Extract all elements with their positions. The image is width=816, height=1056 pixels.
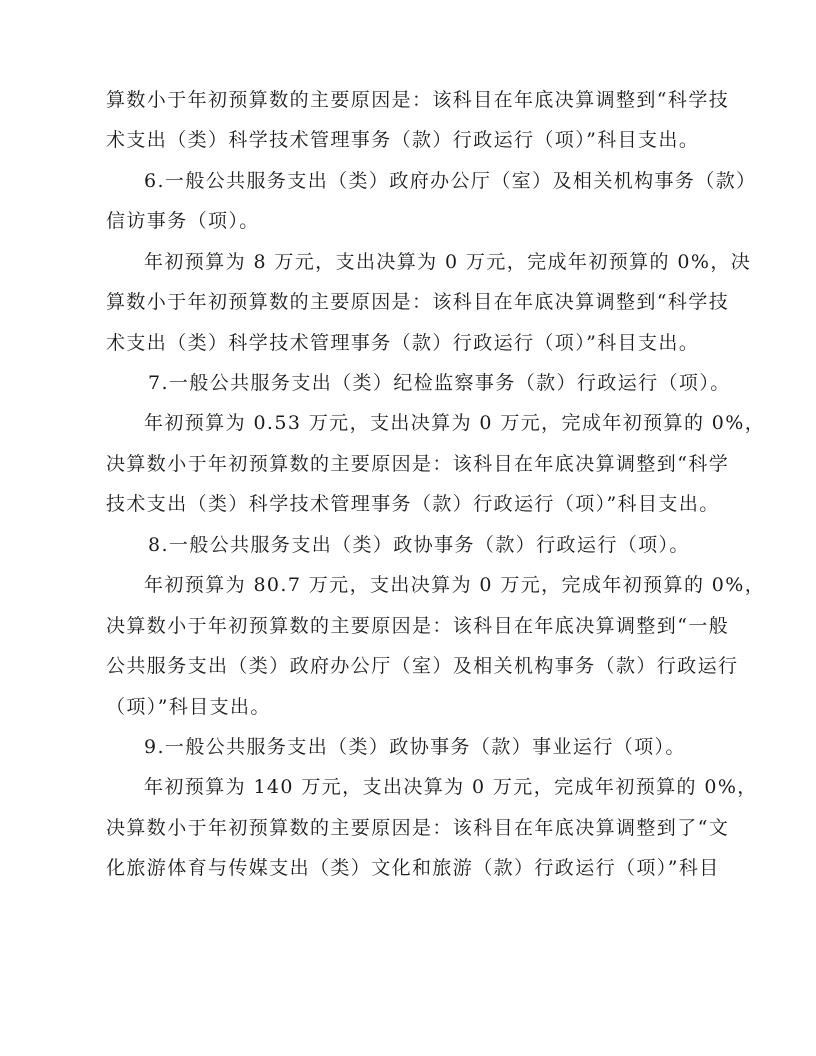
text-line: 算数小于年初预算数的主要原因是：该科目在年底决算调整到“科学技 <box>106 291 730 313</box>
text-line: 化旅游体育与传媒支出（类）文化和旅游（款）行政运行（项）”科目 <box>106 857 720 879</box>
text-line: 年初预算为 140 万元，支出决算为 0 万元，完成年初预算的 0%， <box>144 776 758 798</box>
text-line: 术支出（类）科学技术管理事务（款）行政运行（项）”科目支出。 <box>106 129 700 151</box>
text-line: 决算数小于年初预算数的主要原因是：该科目在年底决算调整到“一般 <box>106 615 730 637</box>
text-line: 决算数小于年初预算数的主要原因是：该科目在年底决算调整到“科学 <box>106 453 730 475</box>
text-line: 年初预算为 80.7 万元，支出决算为 0 万元，完成年初预算的 0%， <box>144 574 766 596</box>
text-line: 信访事务（项）。 <box>106 210 260 232</box>
text-line: 术支出（类）科学技术管理事务（款）行政运行（项）”科目支出。 <box>106 332 700 354</box>
section-heading-6: 6.一般公共服务支出（类）政府办公厅（室）及相关机构事务（款） <box>144 170 757 192</box>
text-line: 年初预算为 8 万元，支出决算为 0 万元，完成年初预算的 0%，决 <box>144 251 752 273</box>
text-line: （项）”科目支出。 <box>106 696 271 718</box>
text-line: 技术支出（类）科学技术管理事务（款）行政运行（项）”科目支出。 <box>106 493 720 515</box>
section-heading-9: 9.一般公共服务支出（类）政协事务（款）事业运行（项）。 <box>144 736 686 758</box>
text-line: 年初预算为 0.53 万元，支出决算为 0 万元，完成年初预算的 0%， <box>144 412 766 434</box>
text-line: 算数小于年初预算数的主要原因是：该科目在年底决算调整到“科学技 <box>106 89 730 111</box>
text-line: 决算数小于年初预算数的主要原因是：该科目在年底决算调整到了“文 <box>106 817 730 839</box>
section-heading-8: 8.一般公共服务支出（类）政协事务（款）行政运行（项）。 <box>148 534 690 556</box>
text-line: 公共服务支出（类）政府办公厅（室）及相关机构事务（款）行政运行 <box>106 655 739 677</box>
section-heading-7: 7.一般公共服务支出（类）纪检监察事务（款）行政运行（项）。 <box>148 372 731 394</box>
